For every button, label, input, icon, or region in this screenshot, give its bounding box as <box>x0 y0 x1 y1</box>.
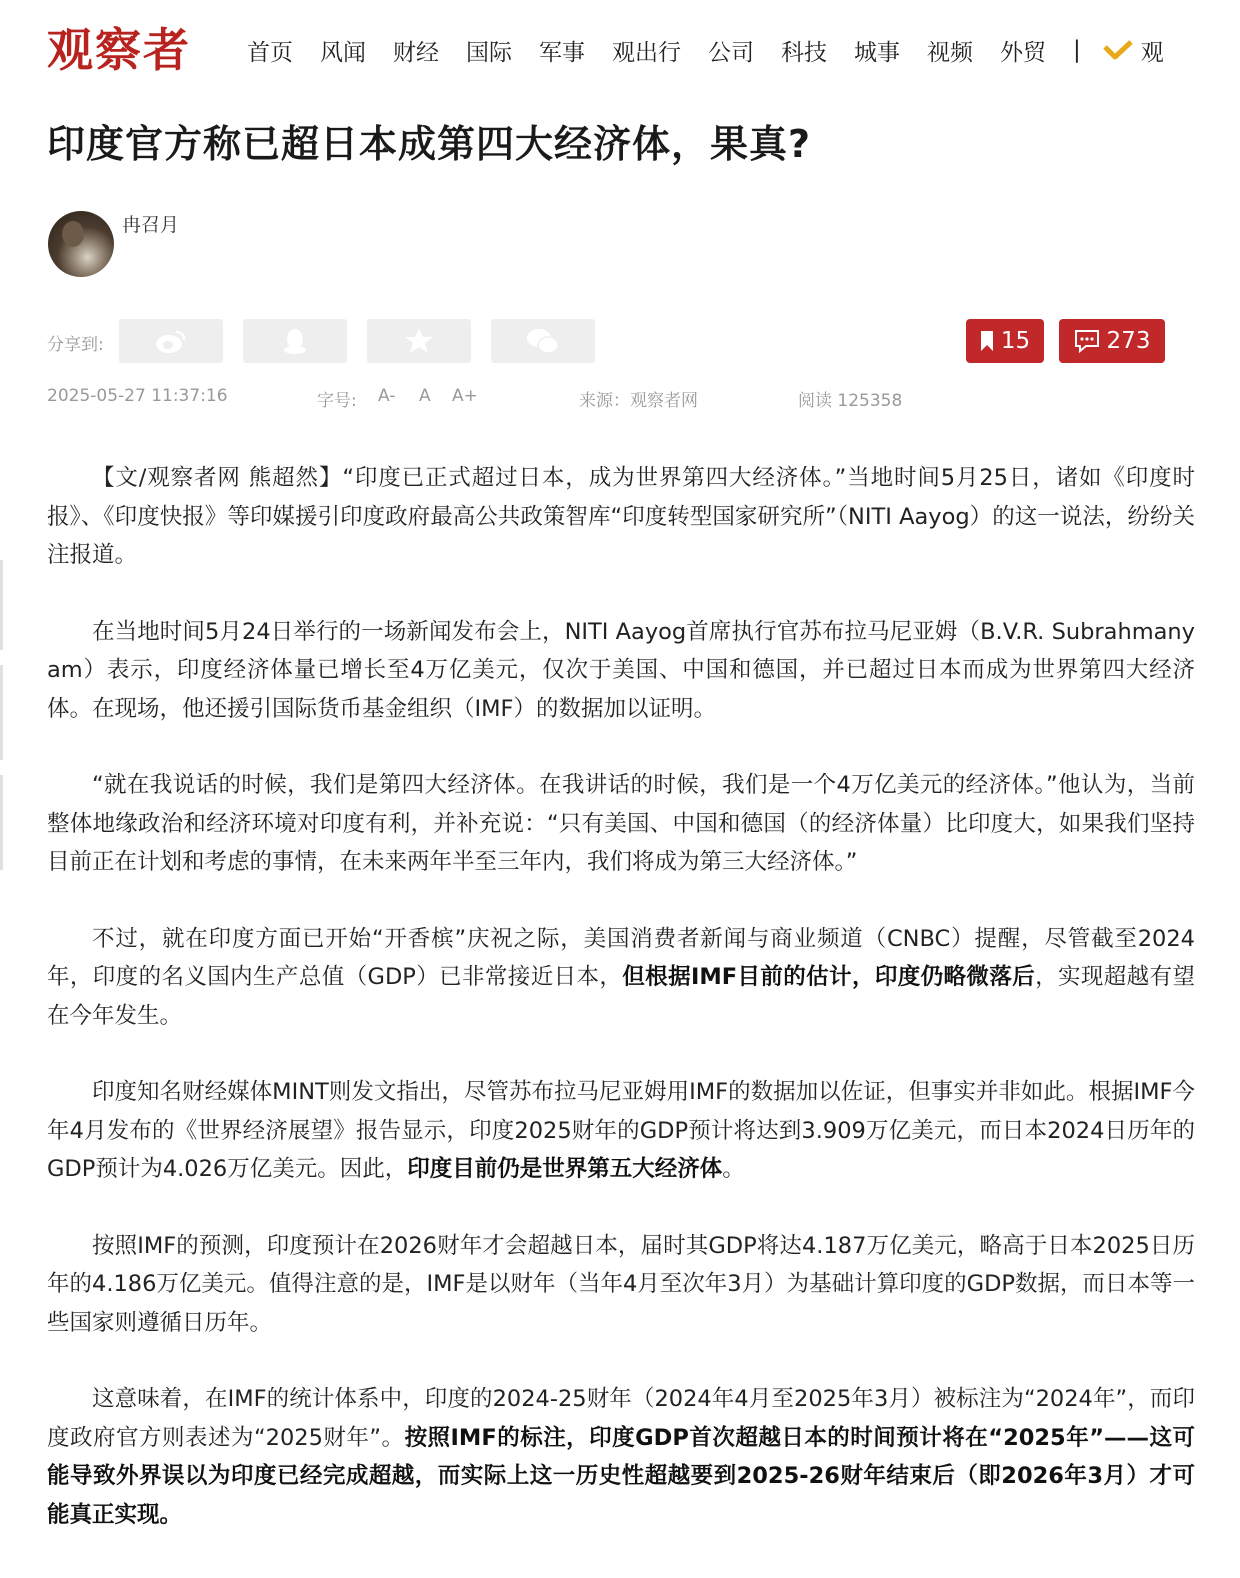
bookmark-count: 15 <box>1000 328 1031 354</box>
nav-vip-label: 观 <box>1140 39 1164 66</box>
paragraph-text: 【文/观察者网 熊超然】“印度已正式超过日本，成为世界第四大经济体。”当地时间5月25日，诸如《印度时报》、《印度快报》等印媒援引印度政府最高公共政策智库“印度转型国家研究所”（NITI Aayog）的这一说法，纷纷关注报道。 <box>47 465 1195 568</box>
author-name[interactable]: 冉召月 <box>122 214 180 236</box>
article-paragraph <box>47 1227 1195 1343</box>
main-nav <box>247 30 1164 70</box>
paragraph-text: “就在我说话的时候，我们是第四大经济体。在我讲话的时候，我们是一个4万亿美元的经济体。”他认为，当前整体地缘政治和经济环境对印度有利，并补充说：“只有美国、中国和德国（的经济体量）比印度大，如果我们坚持目前正在计划和考虑的事情，在未来两年半至三年内，我们将成为第三大经济体。” <box>47 772 1195 875</box>
nav-vip-link[interactable] <box>1103 34 1164 67</box>
paragraph-text: 。 <box>722 1156 745 1182</box>
paragraph-text: 这意味着，在IMF的统计体系中，印度的2024-25财年（2024年4月至2025年3月）被标注为“2024年”，而印度政府官方则表述为“2025财年”。 <box>47 1386 1195 1451</box>
nav-item-international[interactable]: 国际 <box>466 39 512 66</box>
nav-item-company[interactable]: 公司 <box>708 39 754 66</box>
wechat-icon <box>525 327 561 355</box>
nav-item-tech[interactable]: 科技 <box>781 39 827 66</box>
nav-item-finance[interactable]: 财经 <box>393 39 439 66</box>
comment-button[interactable] <box>1059 319 1165 363</box>
nav-separator: | <box>1073 37 1081 63</box>
share-weibo-button[interactable] <box>119 319 223 363</box>
vip-check-icon <box>1103 39 1133 61</box>
emphasized-text: 印度目前仍是世界第五大经济体 <box>407 1156 723 1182</box>
weibo-icon <box>154 328 188 354</box>
font-size-small-button[interactable]: A- <box>378 386 396 406</box>
nav-item-fengwen[interactable]: 风闻 <box>320 39 366 66</box>
paragraph-text: 按照IMF的预测，印度预计在2026财年才会超越日本，届时其GDP将达4.187万亿美元，略高于日本2025日历年的4.186万亿美元。值得注意的是，IMF是以财年（当年4月至次年3月）为基础计算印度的GDP数据，而日本等一些国家则遵循日历年。 <box>47 1232 1195 1336</box>
share-qzone-button[interactable] <box>367 319 471 363</box>
read-count: 阅读 125358 <box>798 391 903 411</box>
comment-count: 273 <box>1106 328 1151 354</box>
article-paragraph <box>47 766 1195 882</box>
article-body <box>47 459 1195 1572</box>
article-paragraph <box>47 1380 1195 1534</box>
top-navigation-bar <box>0 0 1240 96</box>
comment-icon <box>1074 329 1100 353</box>
share-wechat-button[interactable] <box>491 319 595 363</box>
nav-item-trade[interactable]: 外贸 <box>1000 39 1046 66</box>
nav-item-military[interactable]: 军事 <box>539 39 585 66</box>
article-paragraph <box>47 1073 1195 1189</box>
left-edge-tab <box>0 560 3 650</box>
bookmark-icon <box>980 330 994 352</box>
article-paragraph <box>47 613 1195 729</box>
qzone-star-icon <box>403 326 435 356</box>
paragraph-text: 印度知名财经媒体MINT则发文指出，尽管苏布拉马尼亚姆用IMF的数据加以佐证，但事实并非如此。根据IMF今年4月发布的《世界经济展望》报告显示，印度2025财年的GDP预计将达到3.909万亿美元，而日本2024日历年的GDP预计为4.026万亿美元。因此， <box>47 1079 1195 1182</box>
left-edge-tab <box>0 665 3 760</box>
font-size-large-button[interactable]: A+ <box>452 386 478 406</box>
left-edge-tab <box>0 775 3 870</box>
qq-icon <box>280 326 310 356</box>
emphasized-text: 按照IMF的标注，印度GDP首次超越日本的时间预计将在“2025年”——这可能导致外界误以为印度已经完成超越，而实际上这一历史性超越要到2025-26财年结束后（即2026年3月）才可能真正实现。 <box>47 1424 1195 1528</box>
paragraph-text: ，实现超越有望在今年发生。 <box>47 964 1195 1029</box>
article-source: 来源：观察者网 <box>579 391 698 411</box>
article-paragraph <box>47 459 1195 575</box>
paragraph-text: 不过，就在印度方面已开始“开香槟”庆祝之际，美国消费者新闻与商业频道（CNBC）提醒，尽管截至2024年，印度的名义国内生产总值（GDP）已非常接近日本， <box>47 925 1195 990</box>
article-title: 印度官方称已超日本成第四大经济体，果真? <box>47 122 812 166</box>
font-size-normal-button[interactable]: A <box>419 386 431 406</box>
nav-item-travel[interactable]: 观出行 <box>612 39 681 66</box>
nav-item-city[interactable]: 城事 <box>854 39 900 66</box>
bookmark-button[interactable] <box>966 319 1044 363</box>
article-paragraph <box>47 920 1195 1036</box>
publish-date: 2025-05-27 11:37:16 <box>47 386 228 406</box>
share-qq-button[interactable] <box>243 319 347 363</box>
font-size-label: 字号: <box>317 391 357 411</box>
nav-item-video[interactable]: 视频 <box>927 39 973 66</box>
nav-item-home[interactable]: 首页 <box>247 39 293 66</box>
emphasized-text: 但根据IMF目前的估计，印度仍略微落后 <box>622 964 1036 990</box>
share-label: 分享到: <box>47 335 104 355</box>
site-logo[interactable]: 观察者 <box>47 23 191 77</box>
author-avatar[interactable] <box>48 211 114 277</box>
paragraph-text: 在当地时间5月24日举行的一场新闻发布会上，NITI Aayog首席执行官苏布拉马尼亚姆（B.V.R. Subrahmanyam）表示，印度经济体量已增长至4万亿美元，仅次于美国、中国和德国，并已超过日本而成为世界第四大经济体。在现场，他还援引国际货币基金组织（IMF）的数据加以证明。 <box>47 618 1195 722</box>
